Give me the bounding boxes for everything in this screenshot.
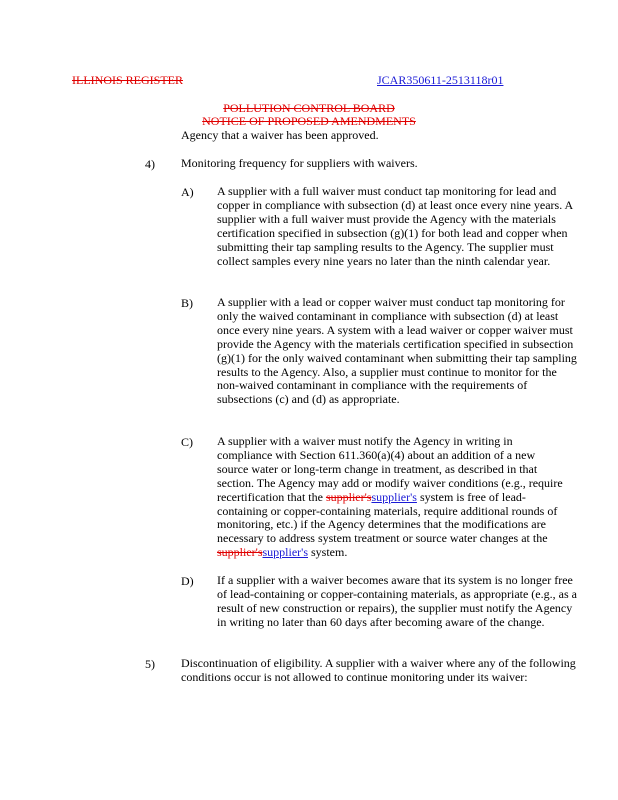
item-4b-label: B) xyxy=(181,296,193,310)
deleted-text: supplier's xyxy=(217,545,263,560)
continuation-line: Agency that a waiver has been approved. xyxy=(181,128,379,142)
notice-title: NOTICE OF PROPOSED AMENDMENTS xyxy=(202,114,416,128)
item-4b-text: A supplier with a lead or copper waiver must conduct tap monitoring for only the waived contaminant in compliance with subsection (d) at least once every nine years. A system with a lead waiver or copper waiver must provide the Agency with the materials certification specified in subsection (g)(1) for the only waived contaminant when submitting their tap sampling results to the Agency. Also, a supplier must continue to monitor for the non-waived contaminant in compliance with the requirements of subsections (c) and (d) as appropriate. xyxy=(217,295,577,407)
item-4-heading: Monitoring frequency for suppliers with waivers. xyxy=(181,156,418,170)
document-id: JCAR350611-2513118r01 xyxy=(377,73,504,87)
item-4c-label: C) xyxy=(181,435,193,449)
inserted-text: supplier's xyxy=(262,545,308,560)
item-5-text: Discontinuation of eligibility. A supplier with a waiver where any of the following conditions occur is not allowed to continue monitoring under its waiver: xyxy=(181,656,576,684)
register-header: ILLINOIS REGISTER xyxy=(72,73,183,87)
item-4c-text: A supplier with a waiver must notify the Agency in writing in compliance with Section 611.360(a)(4) about an addition of a new source water or long-term change in treatment, as described in that section. The Agency may add or modify waiver conditions (e.g., require recertification that the supplier'ssupplier's system is free of lead-containing or copper-containing materials, require additional rounds of monitoring, etc.) if the Agency determines that the modifications are necessary to address system treatment or source water changes at the supplier'ssupplier's system. xyxy=(217,434,563,560)
item-4d-label: D) xyxy=(181,574,194,588)
item-4d-text: If a supplier with a waiver becomes aware that its system is no longer free of lead-containing or copper-containing materials, as appropriate (e.g., as a result of new construction or repairs), the supplier must notify the Agency in writing no later than 60 days after becoming aware of the change. xyxy=(217,573,577,629)
item-5-number: 5) xyxy=(145,657,155,671)
item-4-number: 4) xyxy=(145,157,155,171)
inserted-text: supplier's xyxy=(371,489,417,504)
item-4a-text: A supplier with a full waiver must conduct tap monitoring for lead and copper in compliance with subsection (d) at least once every nine years. A supplier with a full waiver must provide the Agency with the materials certification specified in subsection (g)(1) for both lead and copper when submitting their tap sampling results to the Agency. The supplier must collect samples every nine years no later than the ninth calendar year. xyxy=(217,184,573,268)
deleted-text: supplier's xyxy=(325,489,372,504)
board-title: POLLUTION CONTROL BOARD xyxy=(223,101,395,115)
item-4a-label: A) xyxy=(181,185,194,199)
